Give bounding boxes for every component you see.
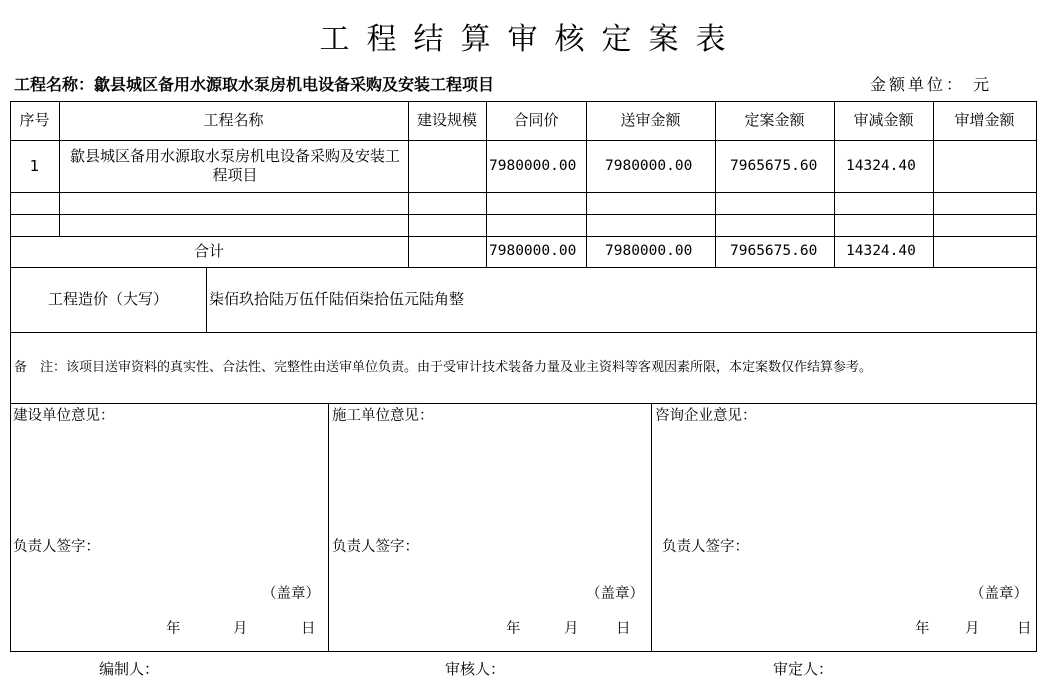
- prepared-by-label: 编制人：: [99, 660, 160, 678]
- day-label: 日: [301, 621, 316, 637]
- page-title: 工程结算审核定案表: [319, 22, 743, 57]
- opinion-title: 施工单位意见：: [332, 408, 434, 424]
- header-submitted-amount: 送审金额: [620, 111, 681, 129]
- row-scale: [408, 140, 486, 192]
- year-label: 年: [166, 621, 181, 637]
- signature-label: 负责人签字：: [13, 539, 100, 555]
- total-label: 合计: [193, 242, 224, 260]
- year-label: 年: [915, 621, 930, 637]
- header-contract-price: 合同价: [513, 111, 559, 129]
- day-label: 日: [616, 621, 631, 637]
- remark-text: 备 注：该项目送审资料的真实性、合法性、完整性由送审单位负责。由于受审计技术装备力量及业主资料等客观因素所限，本定案数仅作结算参考。: [14, 360, 873, 375]
- row-seq: [10, 192, 59, 214]
- row-increased-amount: [933, 140, 1036, 192]
- year-label: 年: [506, 621, 521, 637]
- total-scale: [408, 236, 486, 267]
- project-name-line: 工程名称：歙县城区备用水源取水泵房机电设备采购及安装工程项目: [14, 75, 495, 94]
- seal-label: （盖章）: [586, 586, 644, 602]
- row-reduced-amount: 14324.40: [846, 157, 916, 174]
- header-increased-amount: 审增金额: [954, 111, 1015, 129]
- opinion-title: 建设单位意见：: [13, 408, 115, 424]
- row-approved-amount: 7965675.60: [730, 157, 818, 174]
- cost-in-words-label: 工程造价（大写）: [47, 290, 168, 308]
- row-submitted-amount: 7980000.00: [605, 157, 693, 174]
- month-label: 月: [965, 621, 980, 637]
- header-reduced-amount: 审减金额: [853, 111, 914, 129]
- header-seq: 序号: [19, 111, 50, 129]
- header-approved-amount: 定案金额: [744, 111, 805, 129]
- row-project-name: 歙县城区备用水源取水泵房机电设备采购及安装工程项目: [69, 147, 400, 184]
- seal-label: （盖章）: [262, 586, 320, 602]
- total-reduced-amount: 14324.40: [846, 243, 916, 259]
- opinion-title: 咨询企业意见：: [655, 408, 757, 424]
- approved-by-label: 审定人：: [773, 660, 834, 678]
- signature-label: 负责人签字：: [662, 539, 749, 555]
- month-label: 月: [233, 621, 248, 637]
- row-project-name: [59, 192, 408, 214]
- row-contract-price: 7980000.00: [489, 157, 577, 174]
- month-label: 月: [564, 621, 579, 637]
- amount-unit: 金额单位： 元: [870, 75, 993, 94]
- reviewed-by-label: 审核人：: [445, 660, 506, 678]
- row-project-name: [59, 214, 408, 236]
- cost-in-words-value: 柒佰玖拾陆万伍仟陆佰柒拾伍元陆角整: [209, 290, 465, 308]
- header-scale: 建设规模: [416, 111, 477, 129]
- total-increased-amount: [933, 236, 1036, 267]
- header-project-name: 工程名称: [203, 111, 264, 129]
- signature-label: 负责人签字：: [332, 539, 419, 555]
- total-submitted-amount: 7980000.00: [605, 243, 693, 259]
- total-approved-amount: 7965675.60: [730, 243, 818, 259]
- day-label: 日: [1017, 621, 1032, 637]
- seal-label: （盖章）: [970, 586, 1028, 602]
- row-seq: 1: [29, 156, 40, 175]
- total-contract-price: 7980000.00: [489, 243, 577, 259]
- row-seq: [10, 214, 59, 236]
